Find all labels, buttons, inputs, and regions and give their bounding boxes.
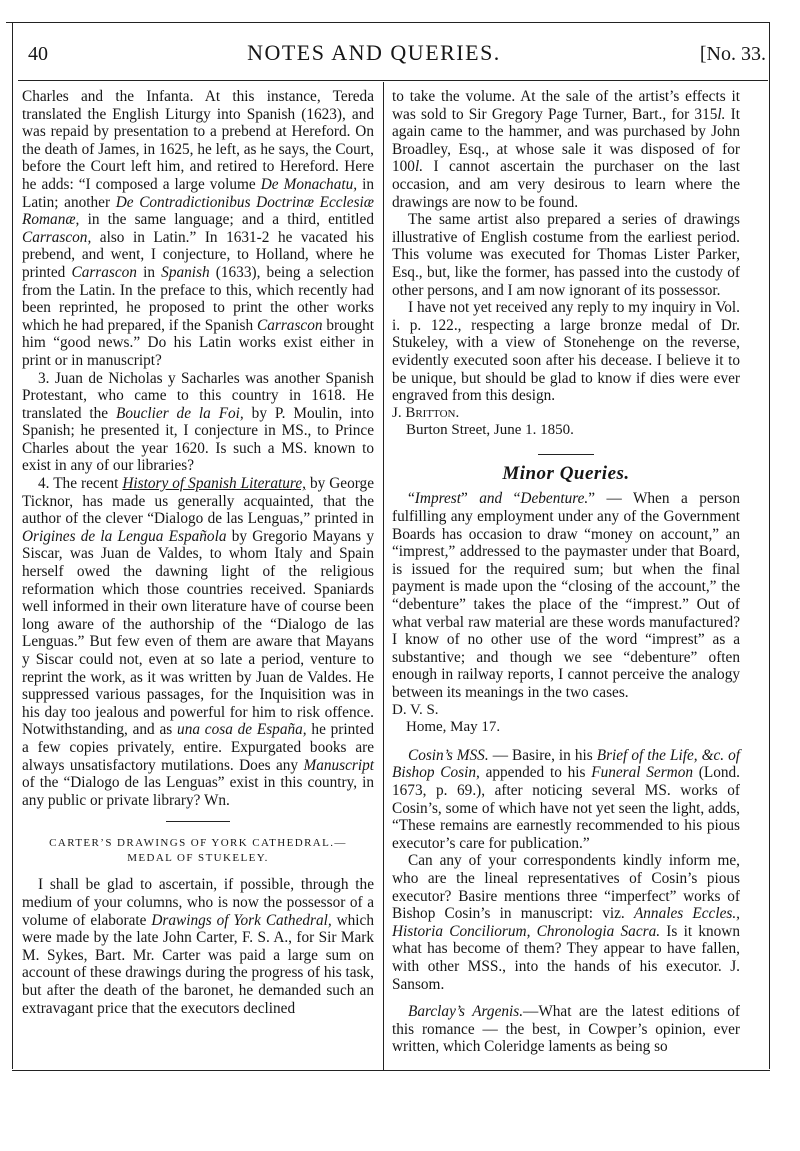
- paragraph-carter: I shall be glad to ascertain, if possible, through the medium of your columns, who is now the possessor of a volume of elaborate Drawings of York Cathedral, which were made by the late John Carter, F. S. A., for Sir Mark M. Sykes, Bart. Mr. Carter was paid a large sum on account of these drawings during the progress of his task, but after the death of the baronet, he demanded such an extravagant price that the executors declined: [22, 876, 374, 1017]
- paragraph-imprest: “Imprest” and “Debenture.” — When a person fulfilling any employment under any of the Government Boards has occasion to draw “money on account,” an “imprest,” addressed to the paymaster under that Board, is issued for the required sum; but when the final payment is made upon the “closing of the account,” the “debenture” takes the place of the “imprest.” Out of what verbal raw material are these words manufactured? I know of no other use of the word “imprest” as a substantive; and though we see “debenture” often enough in railway reports, I cannot perceive the analogy between its meanings in the two cases.: [392, 490, 740, 701]
- section-rule: [166, 821, 230, 822]
- paragraph-argenis: Barclay’s Argenis.—What are the latest editions of this romance — the best, in Cowper’s opinion, ever written, which Coleridge laments as being so: [392, 1003, 740, 1056]
- left-column: [22, 88, 374, 1017]
- bottom-rule: [12, 1070, 770, 1071]
- paragraph-cosin-executor: Can any of your correspondents kindly inform me, who are the lineal representatives of Cosin’s pious executor? Basire mentions three “imperfect” works of Bishop Cosin’s in manuscript: viz. Annales Eccles., Historia Conciliorum, Chronologia Sacra. Is it known what has become of them? They appear to have fallen, with other MSS., into the hands of his executor. J. Sansom.: [392, 852, 740, 993]
- top-rule: [6, 22, 770, 23]
- place-date-dvs: Home, May 17.: [406, 719, 501, 736]
- signature-dvs: D. V. S.: [392, 701, 439, 718]
- page-number: 40: [28, 43, 48, 65]
- paragraph-tereda: Charles and the Infanta. At this instance, Tereda translated the English Liturgy into Spanish (1623), and was repaid by presentation to a prebend at Hereford. On the death of James, in 1625, he left, as he says, the Court, before the Court left him, and retired to Hereford. Here he adds: “I composed a large volume De Monachatu, in Latin; another De Contradictionibus Doctrinæ Ecclesiæ Romanæ, in the same language; and a third, entitled Carrascon, also in Latin.” In 1631-2 he vacated his prebend, and went, I conjecture, to Holland, where he printed Carrascon in Spanish (1633), being a selection from the Latin. In the preface to this, which recently had been reprinted, he proposed to print the other works which he had prepared, if the Spanish Carrascon brought him “good news.” Do his Latin works exist either in print or in manuscript?: [22, 88, 375, 369]
- paragraph-valdes: 4. The recent History of Spanish Literature, by George Ticknor, has made us generally acquainted, that the author of the clever “Dialogo de las Lenguas,” printed in Origines de la Lengua Española by Gregorio Mayans y Siscar, was Juan de Valdes, to whom Italy and Spain herself owed the dawning light of the religious reformation which those countries received. Spaniards well informed in their own literature have of course been long aware of the authorship of the “Dialogo de las Lenguas.” But few even of them are aware that Mayans y Siscar could not, even at so late a period, venture to reprint the work, as it was written by Juan de Valdes. He suppressed various passages, for the Inquisition was in his day too jealous and powerful for him to risk offence. Notwithstanding, and as una cosa de España, he printed a few copies privately, entire. Expurgated books are always unsatisfactory mutilations. Does any Manuscript of the “Dialogo de las Lenguas” exist in this country, in any public or private library? Wn.: [22, 475, 374, 809]
- paragraph-stukeley: I have not yet received any reply to my inquiry in Vol. i. p. 122., respecting a large bronze medal of Dr. Stukeley, with a view of Stonehenge on the reverse, evidently executed soon after his decease. I believe it to be unique, but should be glad to know if dies were ever engraved from this design.: [392, 299, 740, 405]
- left-border: [12, 22, 13, 1069]
- page-header: [28, 40, 766, 74]
- paragraph-costume: The same artist also prepared a series of drawings illustrative of English costume from the earliest period. This volume was executed for Thomas Lister Parker, Esq., but, like the former, has passed into the custody of other persons, and I am now ignorant of its possessor.: [392, 211, 740, 299]
- right-column: [392, 88, 740, 1056]
- issue-number: [No. 33.: [699, 43, 766, 65]
- running-title: NOTES AND QUERIES.: [247, 40, 501, 65]
- right-border: [769, 22, 770, 1069]
- paragraph-carter-cont: to take the volume. At the sale of the artist’s effects it was sold to Sir Gregory Page Turner, Bart., for 315l. It again came to the hammer, and was purchased by John Broadley, Esq., at whose sale it was disposed of for 100l. I cannot ascertain the purchaser on the last occasion, and am very desirous to learn where the drawings are now to be found.: [392, 88, 741, 211]
- signature-britton: J. Britton.: [392, 404, 460, 421]
- column-divider: [383, 82, 384, 1070]
- section-heading-carter: CARTER’S DRAWINGS OF YORK CATHEDRAL.— MEDAL OF STUKELEY.: [49, 837, 347, 865]
- paragraph-cosin: Cosin’s MSS. — Basire, in his Brief of the Life, &c. of Bishop Cosin, appended to his Funeral Sermon (Lond. 1673, p. 69.), after noticing several MS. works of Cosin’s, some of which have not yet seen the light, adds, “These remains are earnestly recommended to his pious executor’s care for publication.”: [392, 746, 741, 852]
- paragraph-sacharles: 3. Juan de Nicholas y Sacharles was another Spanish Protestant, who came to this country in 1618. He translated the Bouclier de la Foi, by P. Moulin, into Spanish; he presented it, I conjecture in MS., to Prince Charles about the year 1620. Is such a MS. known to exist in any of our libraries?: [22, 369, 374, 475]
- header-rule: [18, 80, 768, 81]
- section-rule: [538, 454, 594, 455]
- place-date-britton: Burton Street, June 1. 1850.: [406, 422, 574, 439]
- section-heading-minor-queries: Minor Queries.: [502, 462, 630, 484]
